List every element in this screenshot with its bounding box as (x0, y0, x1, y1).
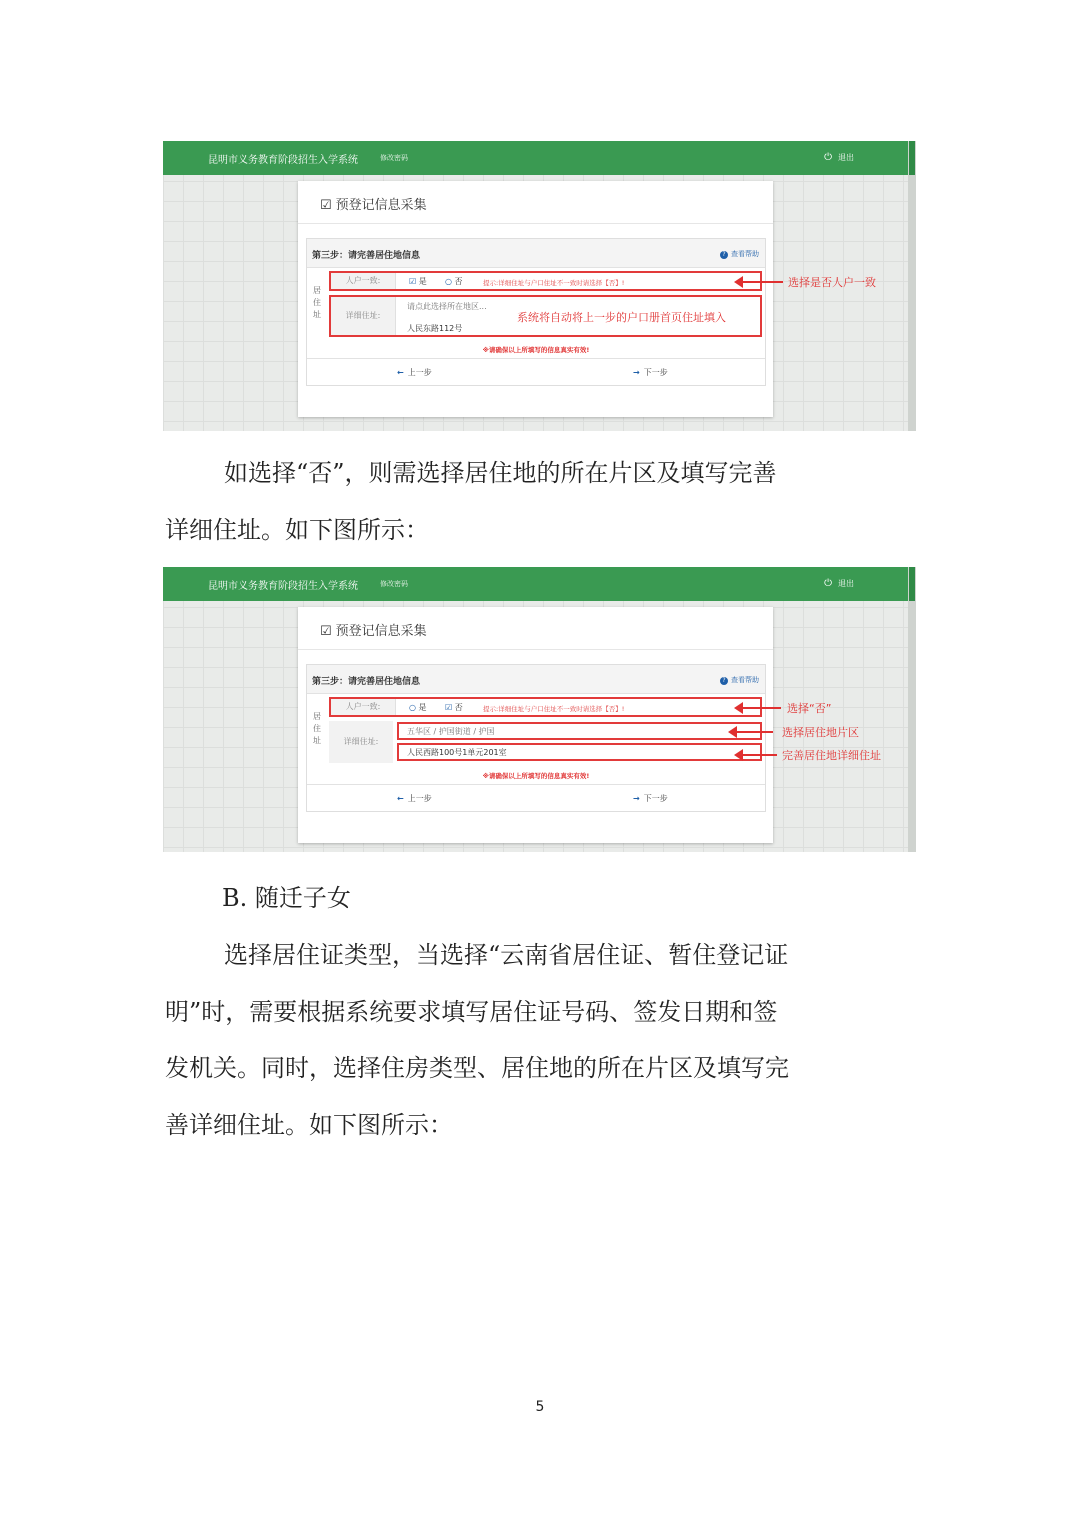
edit-checkbox-icon: ☑ (320, 198, 332, 213)
tip-text: 提示:详细住址与户口住址不一致时请选择【否】! (483, 279, 625, 287)
screenshot-manual-address (163, 567, 916, 852)
prev-button[interactable] (397, 367, 432, 378)
annotation-arrow-address (741, 754, 777, 756)
button-bar (307, 784, 765, 811)
panel-header (307, 239, 765, 268)
power-icon: ⏻ (824, 578, 832, 589)
inline-annotation: 系统将自动将上一步的户口册首页住址填入 (517, 311, 726, 324)
area-value: 五华区 / 护国街道 / 护国 (407, 727, 495, 736)
next-button[interactable] (633, 793, 668, 804)
area-select[interactable] (397, 722, 762, 740)
annotation-consistent: 选择是否人户一致 (788, 276, 876, 289)
annotation-arrow-no (741, 707, 781, 709)
question-icon: ? (720, 677, 728, 685)
next-label: 下一步 (643, 794, 668, 803)
annotation-area: 选择居住地片区 (782, 726, 859, 739)
scrollbar[interactable] (908, 567, 916, 852)
warning-text: ※请确保以上所填写的信息真实有效! (482, 772, 590, 780)
form-card (298, 181, 773, 417)
annotation-arrow (741, 281, 783, 283)
question-icon: ? (720, 251, 728, 259)
radio-yes[interactable]: ○ 是 (409, 703, 427, 712)
next-button[interactable] (633, 367, 668, 378)
next-label: 下一步 (643, 368, 668, 377)
top-navbar (163, 567, 908, 601)
radio-yes[interactable]: ☑ 是 (409, 277, 427, 286)
help-label: 查看帮助 (731, 250, 759, 258)
form-card (298, 607, 773, 843)
prev-label: 上一步 (407, 368, 432, 377)
card-title-text: 预登记信息采集 (335, 624, 427, 639)
system-title: 昆明市义务教育阶段招生入学系统 (208, 155, 358, 166)
consistent-row (329, 697, 762, 717)
row-group-label: 居住址 (313, 712, 321, 745)
step-title: 第三步：请完善居住地信息 (312, 677, 421, 687)
radio-yes-label: 是 (418, 703, 427, 712)
help-link[interactable] (720, 675, 759, 685)
logout-button[interactable] (824, 152, 854, 163)
address-row (329, 295, 762, 337)
card-title (320, 194, 427, 213)
paragraph2-line1: 选择居住证类型，当选择“云南省居住证、暂住登记证 (224, 941, 789, 969)
step-panel (306, 238, 766, 386)
radio-no[interactable]: ○ 否 (445, 277, 463, 286)
change-password-link[interactable]: 修改密码 (380, 580, 408, 588)
address-value: 人民西路100号1单元201室 (407, 748, 507, 757)
arrow-right-icon: → (633, 368, 640, 377)
step-title: 第三步：请完善居住地信息 (312, 251, 421, 261)
annotation-arrow-area (735, 731, 773, 733)
tip-text: 提示:详细住址与户口住址不一致时请选择【否】! (483, 705, 625, 713)
step-panel (306, 664, 766, 812)
card-title-text: 预登记信息采集 (335, 198, 427, 213)
address-label: 详细住址: (331, 297, 396, 335)
scrollbar[interactable] (908, 141, 916, 431)
paragraph2-line3: 发机关。同时，选择住房类型、居住地的所在片区及填写完 (165, 1054, 789, 1082)
arrow-left-icon: ← (397, 368, 404, 377)
arrow-left-icon: ← (397, 794, 404, 803)
power-icon: ⏻ (824, 152, 832, 163)
consistent-label: 人户一致: (331, 699, 396, 715)
top-navbar (163, 141, 908, 175)
annotation-no: 选择“否” (787, 702, 832, 715)
arrow-right-icon: → (633, 794, 640, 803)
consistent-row (329, 271, 762, 291)
annotation-address: 完善居住地详细住址 (782, 749, 881, 762)
button-bar (307, 358, 765, 385)
paragraph2-line4: 善详细住址。如下图所示： (165, 1111, 453, 1139)
consistent-label: 人户一致: (331, 273, 396, 289)
prev-label: 上一步 (407, 794, 432, 803)
radio-no-label: 否 (454, 277, 463, 286)
radio-no-label: 否 (454, 703, 463, 712)
area-select[interactable]: 请点此选择所在地区... (407, 302, 487, 311)
row-group-label: 居住址 (313, 286, 321, 319)
divider (298, 649, 773, 650)
paragraph1-line1: 如选择“否”，则需选择居住地的所在片区及填写完善 (224, 459, 777, 487)
card-title (320, 620, 427, 639)
address-input[interactable] (397, 743, 762, 761)
change-password-link[interactable]: 修改密码 (380, 154, 408, 162)
heading-b: B. 随迁子女 (222, 884, 351, 912)
logout-label: 退出 (838, 153, 854, 162)
panel-header (307, 665, 765, 694)
system-title: 昆明市义务教育阶段招生入学系统 (208, 581, 358, 592)
prev-button[interactable] (397, 793, 432, 804)
address-input[interactable]: 人民东路112号 (407, 324, 463, 333)
divider (298, 223, 773, 224)
radio-yes-label: 是 (418, 277, 427, 286)
paragraph1-line2: 详细住址。如下图所示： (165, 516, 429, 544)
logout-label: 退出 (838, 579, 854, 588)
address-label: 详细住址: (329, 721, 393, 763)
help-link[interactable] (720, 249, 759, 259)
warning-text: ※请确保以上所填写的信息真实有效! (482, 346, 590, 354)
paragraph2-line2: 明”时，需要根据系统要求填写居住证号码、签发日期和签 (165, 998, 778, 1026)
edit-checkbox-icon: ☑ (320, 624, 332, 639)
help-label: 查看帮助 (731, 676, 759, 684)
radio-no[interactable]: ☑ 否 (445, 703, 463, 712)
screenshot-prefill-address (163, 141, 916, 431)
page-number: 5 (535, 1399, 545, 1415)
logout-button[interactable] (824, 578, 854, 589)
